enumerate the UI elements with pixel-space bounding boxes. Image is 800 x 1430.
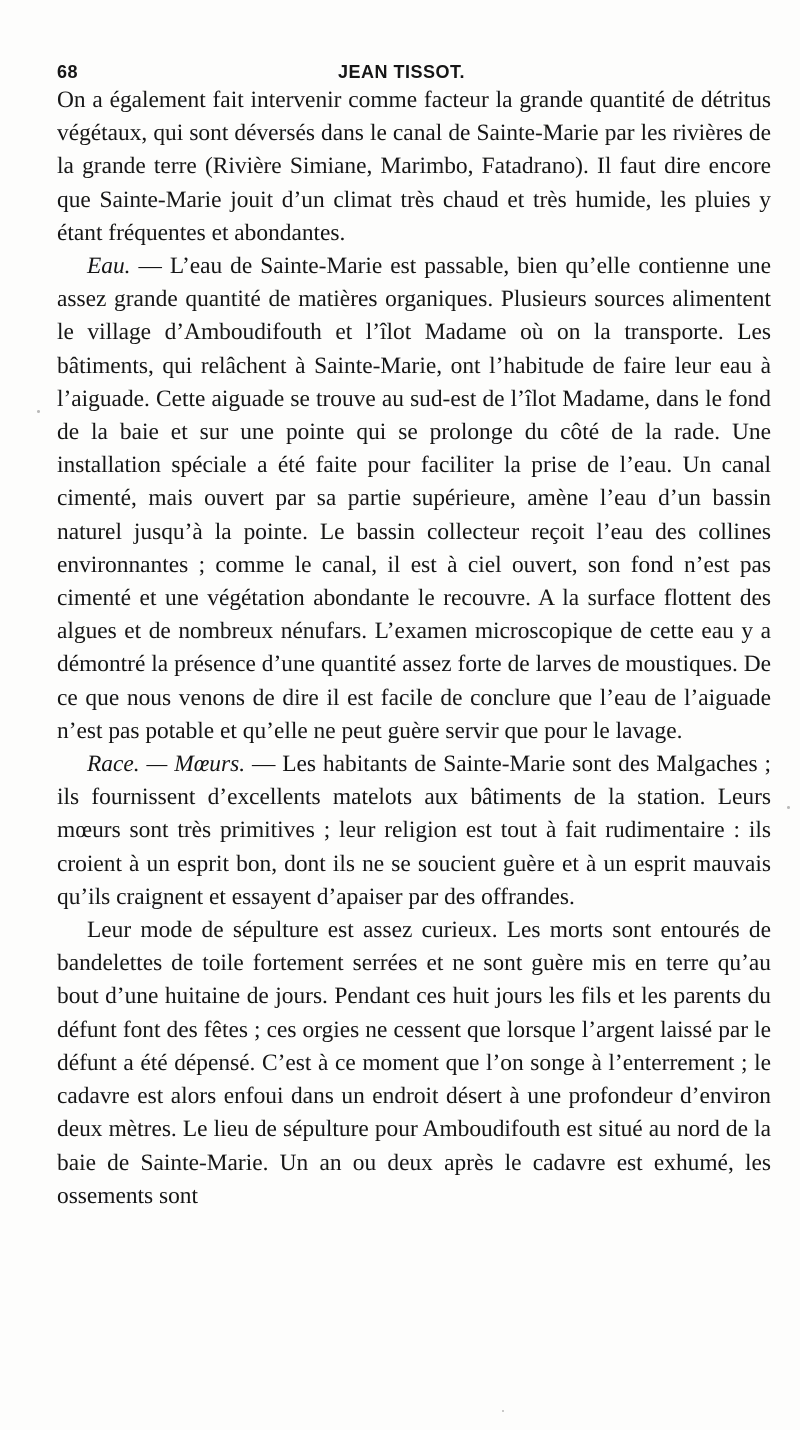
page-number: 68 [57, 62, 79, 82]
paragraph-text: Leur mode de sépulture est assez curieux. Les morts sont entourés de bandelettes de toile fortement serrées et ne sont guère mis en terre qu’au bout d’une huitaine de jours. Pendant ces huit jours les fils et les parents du défunt font des fêtes ; ces orgies ne cessent que lorsque l’argent laissé par le défunt a été dépensé. C’est à ce moment que l’on songe à l’enterrement ; le cadavre est alors enfoui dans un endroit désert à une profondeur d’environ deux mètres. Le lieu de sépulture pour Amboudifouth est situé au nord de la baie de Sainte-Marie. Un an ou deux après le cadavre est exhumé, les ossements sont [57, 917, 771, 1209]
paragraph [57, 84, 771, 250]
paragraph [57, 914, 771, 1213]
paragraph [57, 250, 771, 748]
paragraph [57, 748, 771, 914]
paragraph-text: — L’eau de Sainte-Marie est passable, bien qu’elle contienne une assez grande quantité de matières organiques. Plusieurs sources alimentent le village d’Amboudifouth et l’îlot Madame où on la transporte. Les bâtiments, qui relâchent à Sainte-Marie, ont l’habitude de faire leur eau à l’aiguade. Cette aiguade se trouve au sud-est de l’îlot Madame, dans le fond de la baie et sur une pointe qui se prolonge du côté de la rade. Une installation spéciale a été faite pour faciliter la prise de l’eau. Un canal cimenté, mais ouvert par sa partie supérieure, amène l’eau d’un bassin naturel jusqu’à la pointe. Le bassin collecteur reçoit l’eau des collines environnantes ; comme le canal, il est à ciel ouvert, son fond n’est pas cimenté et une végétation abondante le recouvre. A la surface flottent des algues et de nombreux nénufars. L’examen microscopique de cette eau y a démontré la présence d’une quantité assez forte de larves de moustiques. De ce que nous venons de dire il est facile de conclure que l’eau de l’aiguade n’est pas potable et qu’elle ne peut guère servir que pour le lavage. [57, 253, 771, 744]
running-head: JEAN TISSOT. [338, 62, 466, 82]
paragraph-lead: Race. — Mœurs. [87, 751, 246, 778]
ink-speck [787, 806, 790, 809]
page-header [55, 56, 775, 86]
ink-speck [502, 1410, 504, 1412]
paragraph-lead: Eau. [87, 253, 131, 280]
body-text [57, 84, 771, 1213]
ink-speck [37, 410, 40, 413]
paragraph-text: On a également fait intervenir comme facteur la grande quantité de détritus végétaux, qui sont déversés dans le canal de Sainte-Marie par les rivières de la grande terre (Rivière Simiane, Marimbo, Fatadrano). Il faut dire encore que Sainte-Marie jouit d’un climat très chaud et très humide, les pluies y étant fréquentes et abondantes. [57, 87, 771, 246]
paragraph-text: — Les habitants de Sainte-Marie sont des Malgaches ; ils fournissent d’excellents matelots aux bâtiments de la station. Leurs mœurs sont très primitives ; leur religion est tout à fait rudimentaire : ils croient à un esprit bon, dont ils ne se soucient guère et à un esprit mauvais qu’ils craignent et essayent d’apaiser par des offrandes. [57, 751, 771, 910]
